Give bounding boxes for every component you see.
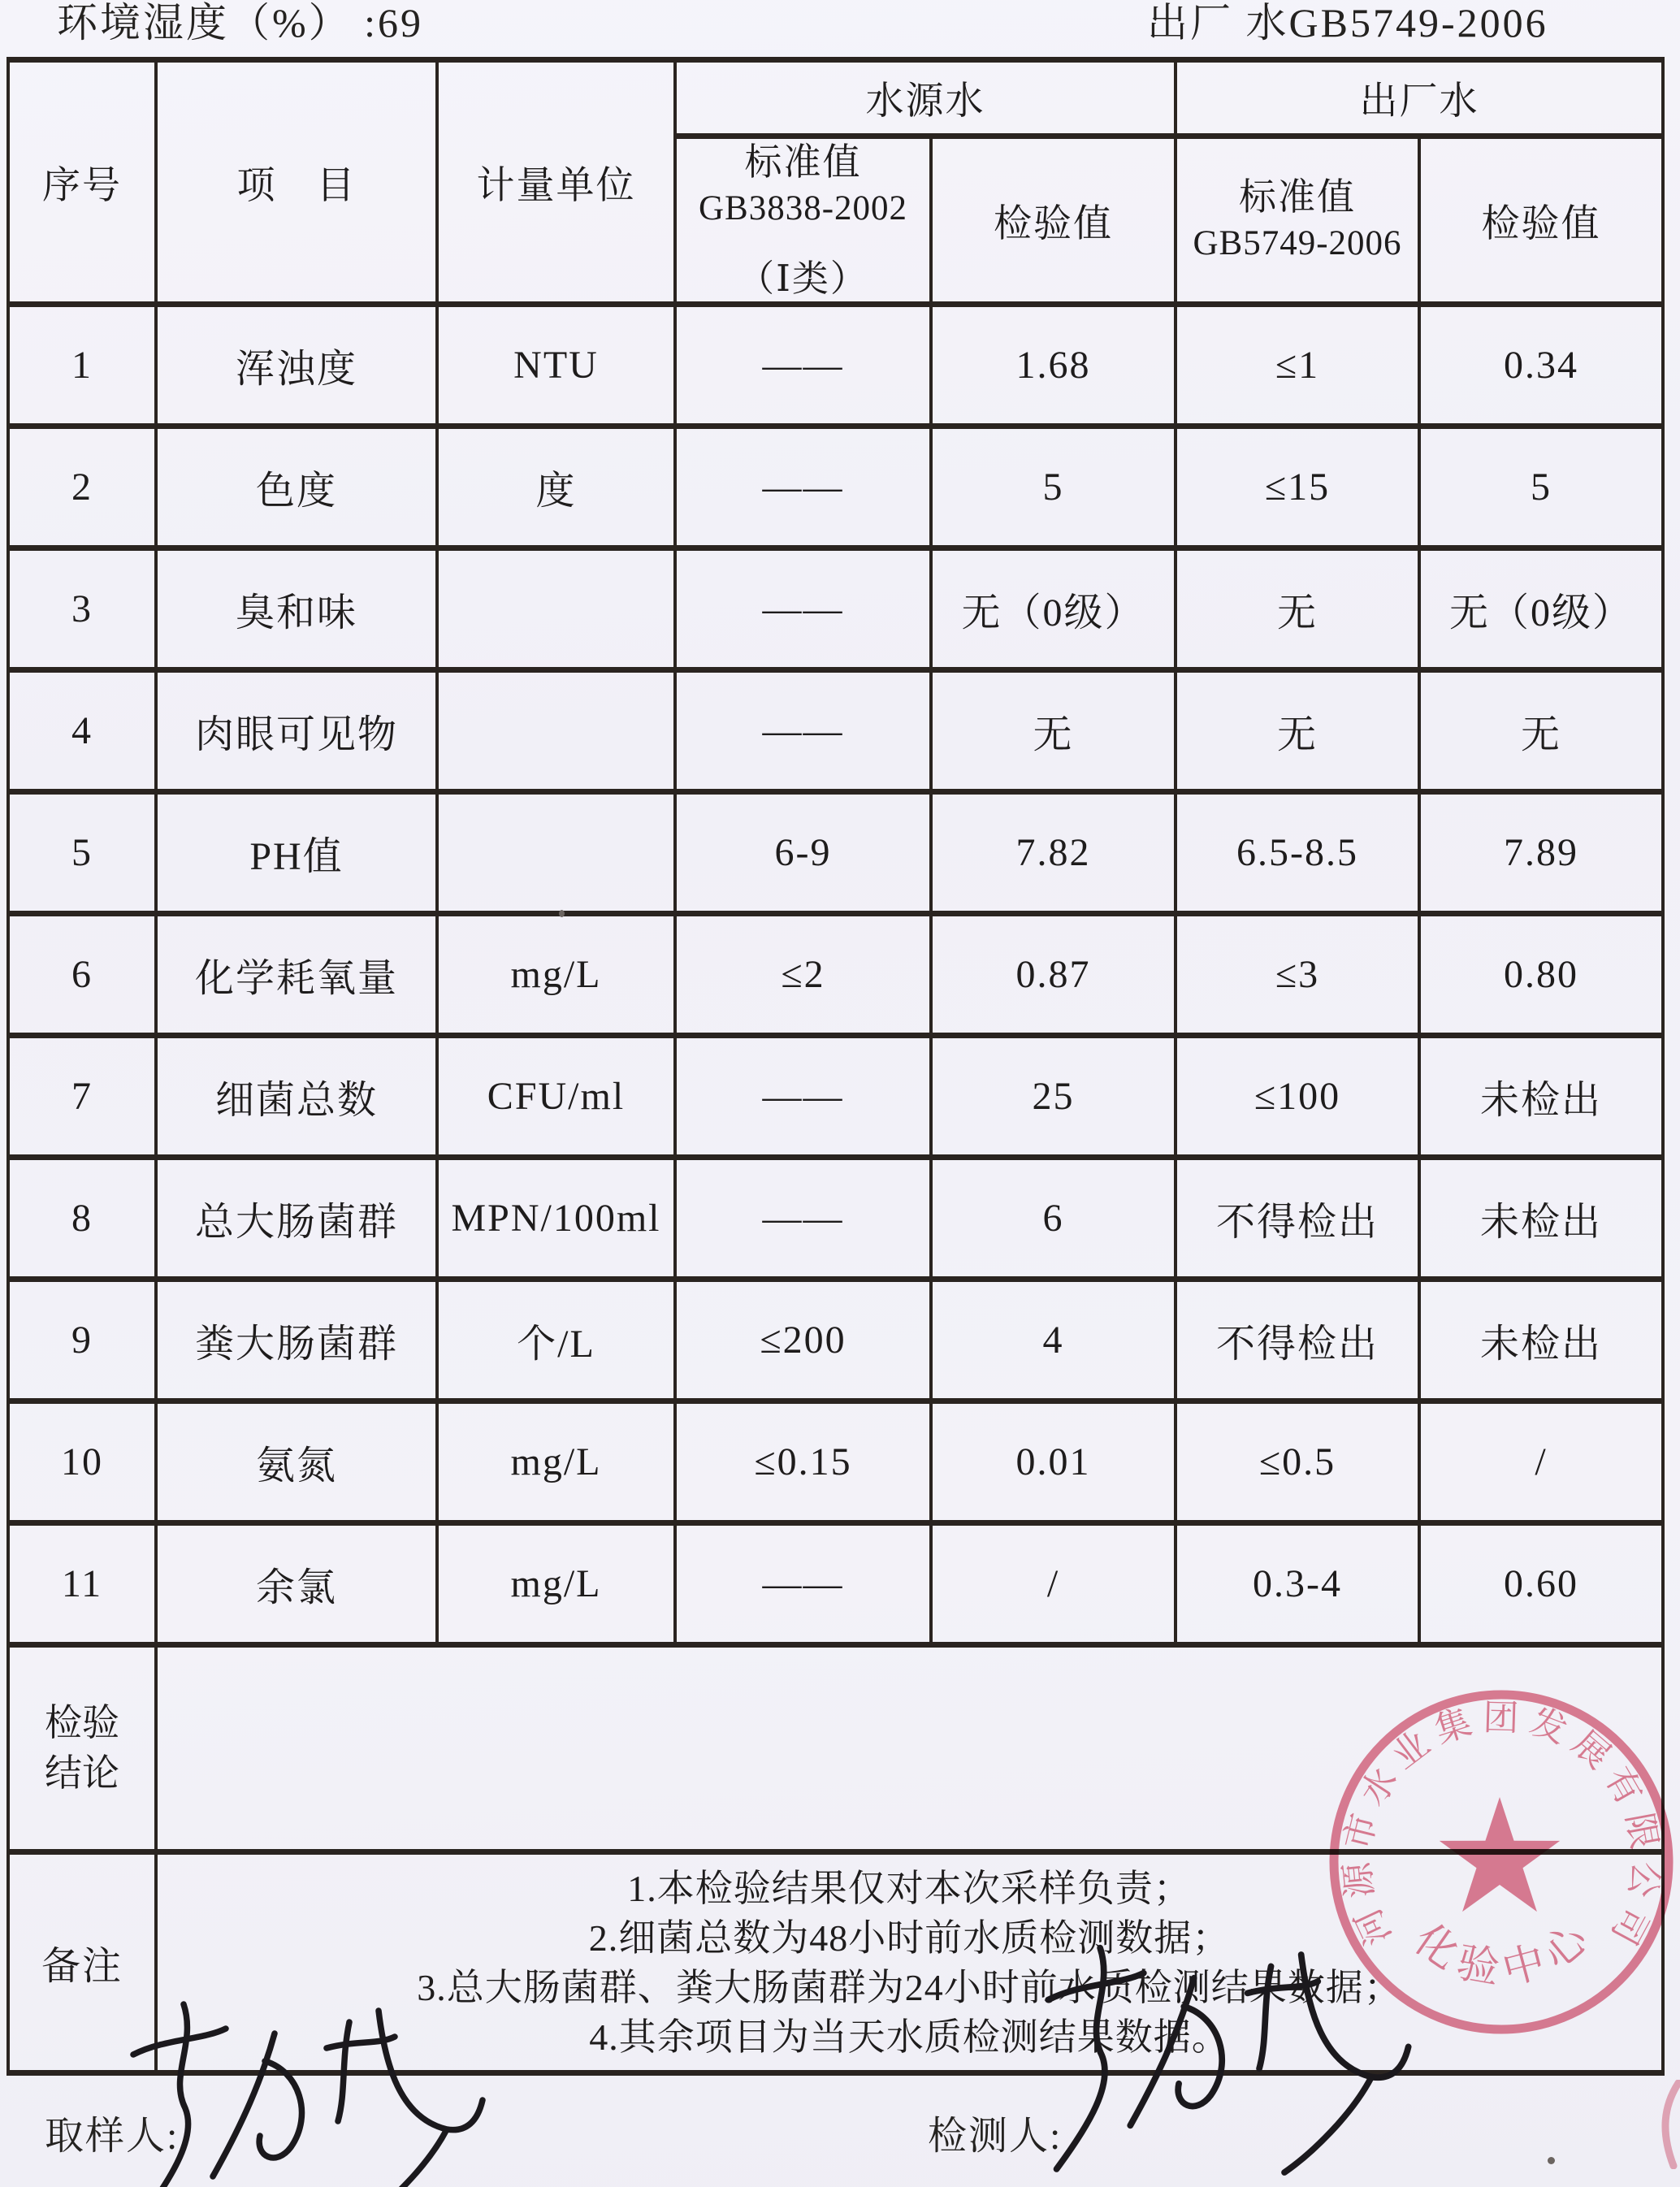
cell-item-name: 氨氮 [156, 1401, 437, 1523]
cell-outgoing-standard: 无 [1176, 548, 1419, 670]
cell-unit: mg/L [437, 914, 675, 1036]
remark-line: 4.其余项目为当天水质检测结果数据。 [589, 2016, 1230, 2058]
cell-source-test-value: 1.68 [931, 305, 1176, 427]
source-standard-code: GB3838-2002 [698, 189, 908, 227]
conclusion-label: 检验结论 [45, 1702, 119, 1794]
outgoing-standard-code: GB5749-2006 [1193, 224, 1402, 262]
outgoing-water-standard-label: 出厂 水GB5749-2006 [1147, 0, 1548, 45]
table-row [8, 1158, 1663, 1280]
scan-speck [1548, 2157, 1555, 2164]
stamp-fragment-icon [1657, 2080, 1680, 2169]
table-row [8, 1401, 1663, 1523]
cell-outgoing-test-value: / [1419, 1401, 1663, 1523]
seal-star-icon [1440, 1797, 1560, 1912]
cell-outgoing-standard: ≤100 [1176, 1036, 1419, 1158]
table-row [8, 427, 1663, 548]
cell-unit: 个/L [437, 1280, 675, 1401]
cell-row-number: 1 [8, 305, 156, 427]
cell-item-name: 粪大肠菌群 [156, 1280, 437, 1401]
header-row-groups [8, 60, 1663, 136]
cell-source-test-value: 6 [931, 1158, 1176, 1280]
tester-label: 检测人: [928, 2115, 1063, 2158]
cell-row-number: 3 [8, 548, 156, 670]
cell-row-number: 10 [8, 1401, 156, 1523]
header-source-water-group: 水源水 [675, 60, 1176, 136]
cell-source-standard: ≤200 [675, 1280, 931, 1401]
cell-item-name: 余氯 [156, 1523, 437, 1645]
cell-outgoing-standard: ≤15 [1176, 427, 1419, 548]
cell-source-test-value: 0.01 [931, 1401, 1176, 1523]
cell-outgoing-test-value: 无 [1419, 670, 1663, 792]
cell-unit [437, 548, 675, 670]
seal-center-text: 化验中心 [1405, 1909, 1604, 1994]
scan-speck [559, 910, 565, 917]
cell-unit [437, 792, 675, 914]
cell-source-standard: —— [675, 548, 931, 670]
header-source-standard [675, 136, 931, 305]
remarks-label-cell: 备注 [8, 1852, 156, 2073]
table-row [8, 1036, 1663, 1158]
cell-outgoing-standard: 不得检出 [1176, 1280, 1419, 1401]
cell-source-standard: —— [675, 1523, 931, 1645]
cell-outgoing-test-value: 5 [1419, 427, 1663, 548]
table-row [8, 792, 1663, 914]
cell-outgoing-standard: ≤0.5 [1176, 1401, 1419, 1523]
cell-outgoing-standard: 无 [1176, 670, 1419, 792]
header-outgoing-test-value: 检验值 [1419, 136, 1663, 305]
cell-item-name: PH值 [156, 792, 437, 914]
cell-row-number: 4 [8, 670, 156, 792]
source-standard-class: （Ⅰ类） [738, 258, 868, 299]
cell-source-test-value: 4 [931, 1280, 1176, 1401]
cell-outgoing-test-value: 0.60 [1419, 1523, 1663, 1645]
cell-row-number: 9 [8, 1280, 156, 1401]
cell-source-test-value: 7.82 [931, 792, 1176, 914]
cell-unit: CFU/ml [437, 1036, 675, 1158]
table-row [8, 1280, 1663, 1401]
cell-outgoing-test-value: 无（0级） [1419, 548, 1663, 670]
cell-outgoing-test-value: 未检出 [1419, 1036, 1663, 1158]
cell-item-name: 浑浊度 [156, 305, 437, 427]
cell-outgoing-standard: 不得检出 [1176, 1158, 1419, 1280]
cell-source-test-value: 无（0级） [931, 548, 1176, 670]
company-seal-stamp [1323, 1683, 1680, 2041]
cell-unit [437, 670, 675, 792]
cell-unit: 度 [437, 427, 675, 548]
cell-outgoing-standard: ≤3 [1176, 914, 1419, 1036]
cell-outgoing-test-value: 未检出 [1419, 1158, 1663, 1280]
cell-outgoing-test-value: 未检出 [1419, 1280, 1663, 1401]
cell-unit: mg/L [437, 1523, 675, 1645]
remark-line: 2.细菌总数为48小时前水质检测数据； [588, 1916, 1231, 1959]
cell-outgoing-standard: 0.3-4 [1176, 1523, 1419, 1645]
cell-row-number: 6 [8, 914, 156, 1036]
cell-outgoing-test-value: 0.80 [1419, 914, 1663, 1036]
cell-outgoing-test-value: 0.34 [1419, 305, 1663, 427]
cell-item-name: 化学耗氧量 [156, 914, 437, 1036]
header-source-test-value: 检验值 [931, 136, 1176, 305]
cell-item-name: 臭和味 [156, 548, 437, 670]
cell-item-name: 肉眼可见物 [156, 670, 437, 792]
table-row [8, 1523, 1663, 1645]
cell-source-standard: 6-9 [675, 792, 931, 914]
cell-source-standard: —— [675, 1158, 931, 1280]
sampler-label: 取样人: [45, 2115, 180, 2158]
table-row [8, 548, 1663, 670]
cell-source-test-value: 无 [931, 670, 1176, 792]
cell-row-number: 2 [8, 427, 156, 548]
header-outgoing-standard [1176, 136, 1419, 305]
conclusion-label-cell [8, 1645, 156, 1852]
cell-row-number: 11 [8, 1523, 156, 1645]
cell-item-name: 色度 [156, 427, 437, 548]
cell-item-name: 总大肠菌群 [156, 1158, 437, 1280]
header-no: 序号 [8, 60, 156, 305]
cell-unit: MPN/100ml [437, 1158, 675, 1280]
cell-row-number: 7 [8, 1036, 156, 1158]
table-row [8, 670, 1663, 792]
sampler-signature [106, 1986, 487, 2187]
remark-line: 1.本检验结果仅对本次采样负责； [627, 1867, 1192, 1909]
cell-source-standard: —— [675, 305, 931, 427]
ambient-humidity-label: 环境湿度（%） :69 [57, 0, 424, 45]
cell-outgoing-standard: ≤1 [1176, 305, 1419, 427]
header-item: 项 目 [156, 60, 437, 305]
cell-item-name: 细菌总数 [156, 1036, 437, 1158]
cell-outgoing-standard: 6.5-8.5 [1176, 792, 1419, 914]
cell-source-standard: ≤0.15 [675, 1401, 931, 1523]
cell-source-test-value: 5 [931, 427, 1176, 548]
cell-unit: NTU [437, 305, 675, 427]
header-unit: 计量单位 [437, 60, 675, 305]
cell-source-test-value: 25 [931, 1036, 1176, 1158]
table-row [8, 914, 1663, 1036]
source-standard-title: 标准值 [744, 141, 862, 183]
cell-source-standard: ≤2 [675, 914, 931, 1036]
cell-source-test-value: 0.87 [931, 914, 1176, 1036]
outgoing-standard-title: 标准值 [1239, 176, 1356, 218]
cell-row-number: 5 [8, 792, 156, 914]
remark-line: 3.总大肠菌群、粪大肠菌群为24小时前水质检测结果数据； [417, 1966, 1402, 2008]
seal-company-text: 河源市水业集团发展有限公司 [1336, 1697, 1666, 1960]
cell-unit: mg/L [437, 1401, 675, 1523]
cell-source-standard: —— [675, 670, 931, 792]
cell-source-test-value: / [931, 1523, 1176, 1645]
header-outgoing-water-group: 出厂水 [1176, 60, 1663, 136]
cell-row-number: 8 [8, 1158, 156, 1280]
cell-source-standard: —— [675, 427, 931, 548]
cell-outgoing-test-value: 7.89 [1419, 792, 1663, 914]
cell-source-standard: —— [675, 1036, 931, 1158]
table-row [8, 305, 1663, 427]
